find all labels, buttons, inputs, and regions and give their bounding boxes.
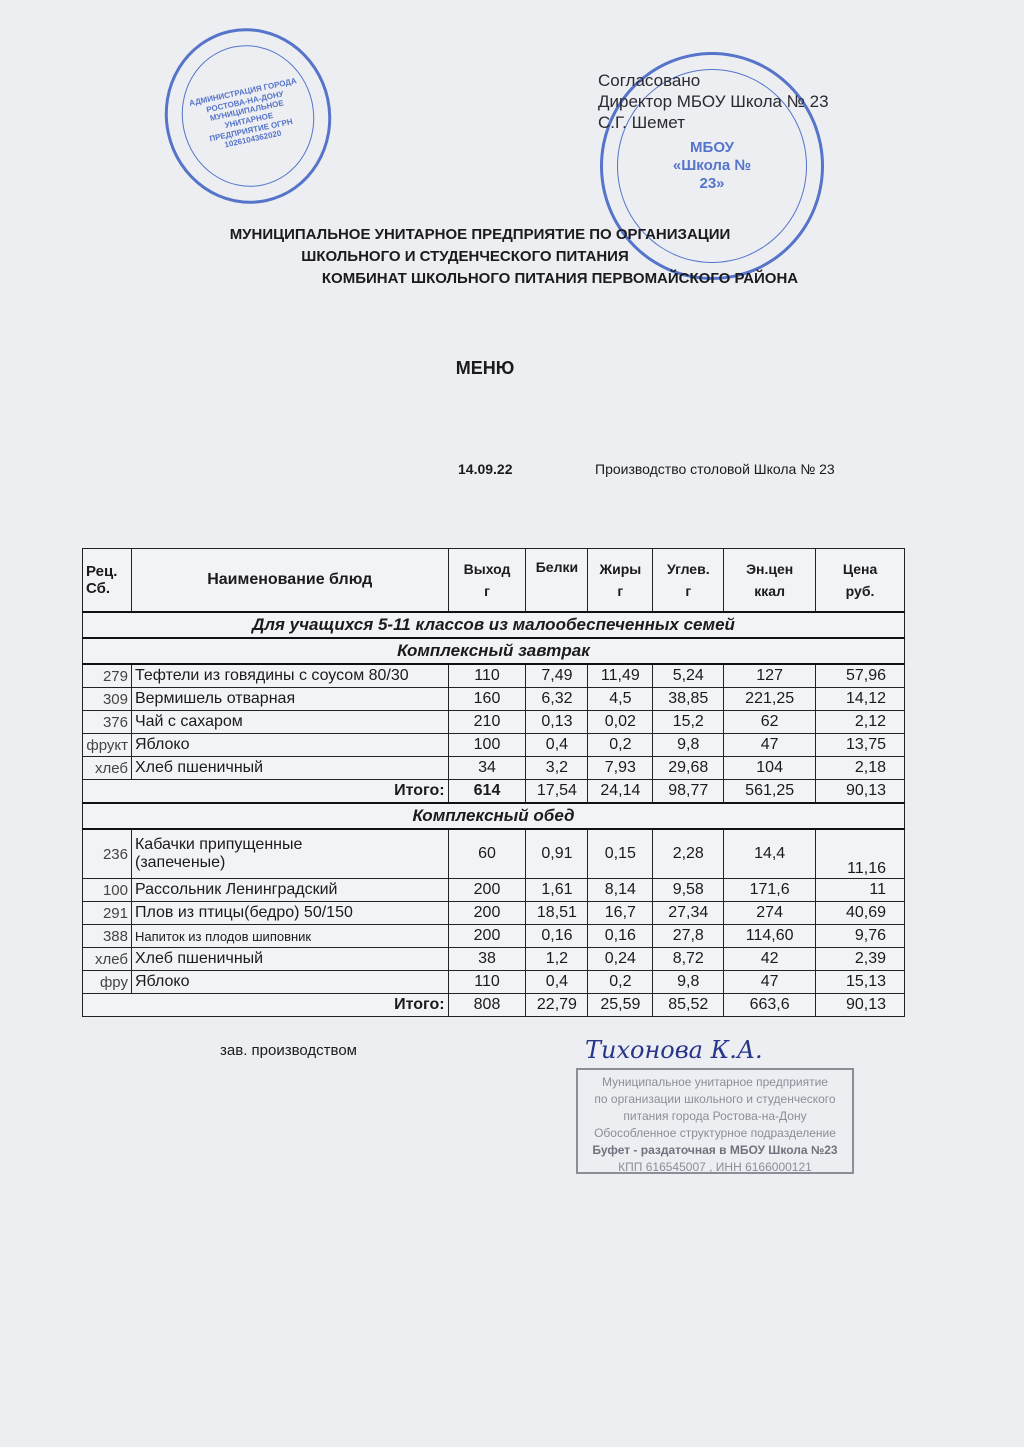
cell-carbs: 29,68: [653, 757, 724, 780]
production-label: Производство столовой Школа № 23: [595, 461, 835, 477]
total-label: Итого:: [83, 780, 449, 804]
approval-block: [598, 70, 829, 133]
stamp-line: Буфет - раздаточная в МБОУ Школа №23: [592, 1143, 838, 1157]
cell-yield: 200: [448, 879, 526, 902]
total-energy: 663,6: [724, 994, 816, 1017]
cell-energy: 47: [724, 734, 816, 757]
cell-carbs: 9,58: [653, 879, 724, 902]
cell-fat: 4,5: [588, 688, 653, 711]
table-row: [83, 829, 905, 879]
cell-yield: 60: [448, 829, 526, 879]
cell-yield: 34: [448, 757, 526, 780]
cell-fat: 0,2: [588, 734, 653, 757]
cell-fat: 11,49: [588, 664, 653, 688]
col-protein: Белки: [526, 549, 588, 613]
cell-energy: 47: [724, 971, 816, 994]
cell-fat: 0,24: [588, 948, 653, 971]
total-row: [83, 994, 905, 1017]
dish-name: Вермишель отварная: [131, 688, 448, 711]
cell-yield: 110: [448, 664, 526, 688]
total-price: 90,13: [816, 994, 905, 1017]
col-fat: Жиры г: [588, 549, 653, 613]
table-row: [83, 948, 905, 971]
org-line2: ШКОЛЬНОГО И СТУДЕНЧЕСКОГО ПИТАНИЯ: [301, 248, 629, 265]
cell-carbs: 27,8: [653, 925, 724, 948]
table-row: [83, 711, 905, 734]
table-row: [83, 925, 905, 948]
cell-protein: 0,16: [526, 925, 588, 948]
cell-protein: 0,13: [526, 711, 588, 734]
total-fat: 24,14: [588, 780, 653, 804]
col-yield: Выход г: [448, 549, 526, 613]
cell-fat: 8,14: [588, 879, 653, 902]
dish-name: Яблоко: [131, 734, 448, 757]
cell-energy: 114,60: [724, 925, 816, 948]
cell-carbs: 5,24: [653, 664, 724, 688]
total-yield: 614: [448, 780, 526, 804]
total-protein: 17,54: [526, 780, 588, 804]
table-row: [83, 971, 905, 994]
total-energy: 561,25: [724, 780, 816, 804]
stamp-line: КПП 616545007 , ИНН 6166000121: [618, 1160, 812, 1174]
cell-energy: 221,25: [724, 688, 816, 711]
approval-line2: Директор МБОУ Школа № 23: [598, 92, 829, 111]
dish-name: Яблоко: [131, 971, 448, 994]
cell-fat: 0,16: [588, 925, 653, 948]
cell-protein: 3,2: [526, 757, 588, 780]
total-protein: 22,79: [526, 994, 588, 1017]
approval-line3: С.Г. Шемет: [598, 113, 685, 132]
recipe-code: 376: [83, 711, 132, 734]
page-title: МЕНЮ: [455, 358, 515, 378]
approval-line1: Согласовано: [598, 71, 701, 90]
cell-price: 40,69: [816, 902, 905, 925]
col-carbs: Углев. г: [653, 549, 724, 613]
cell-energy: 62: [724, 711, 816, 734]
recipe-code: 388: [83, 925, 132, 948]
org-line3: КОМБИНАТ ШКОЛЬНОГО ПИТАНИЯ ПЕРВОМАЙСКОГО РАЙОНА: [321, 270, 799, 287]
section-row: [83, 638, 905, 664]
cell-price: 9,76: [816, 925, 905, 948]
stamp-line: питания города Ростова-на-Дону: [623, 1109, 807, 1123]
stamp-left-text: АДМИНИСТРАЦИЯ ГОРОДА РОСТОВА-НА-ДОНУ МУНИЦИПАЛЬНОЕ УНИТАРНОЕ ПРЕДПРИЯТИЕ ОГРН 1026104362020: [188, 76, 298, 150]
recipe-code: 291: [83, 902, 132, 925]
table-row: [83, 688, 905, 711]
dish-name: Тефтели из говядины с соусом 80/30: [131, 664, 448, 688]
round-stamp-left: [149, 13, 348, 220]
recipe-code: 100: [83, 879, 132, 902]
cell-yield: 100: [448, 734, 526, 757]
cell-protein: 6,32: [526, 688, 588, 711]
table-row: [83, 734, 905, 757]
cell-protein: 0,4: [526, 734, 588, 757]
cell-fat: 16,7: [588, 902, 653, 925]
recipe-code: хлеб: [83, 757, 132, 780]
cell-protein: 1,2: [526, 948, 588, 971]
cell-carbs: 27,34: [653, 902, 724, 925]
stamp-line: по организации школьного и студенческого: [594, 1092, 836, 1106]
total-carbs: 98,77: [653, 780, 724, 804]
cell-carbs: 2,28: [653, 829, 724, 879]
total-row: [83, 780, 905, 804]
cell-protein: 7,49: [526, 664, 588, 688]
col-energy: Эн.цен ккал: [724, 549, 816, 613]
cell-fat: 0,15: [588, 829, 653, 879]
stamp-right-text: МБОУ «Школа № 23»: [672, 139, 752, 192]
org-line1: МУНИЦИПАЛЬНОЕ УНИТАРНОЕ ПРЕДПРИЯТИЕ ПО ОРГАНИЗАЦИИ: [229, 226, 731, 243]
cell-energy: 14,4: [724, 829, 816, 879]
dish-name: Рассольник Ленинградский: [131, 879, 448, 902]
total-fat: 25,59: [588, 994, 653, 1017]
signature-label: зав. производством: [220, 1042, 357, 1059]
table-header-row: [83, 549, 905, 613]
col-name: Наименование блюд: [131, 549, 448, 613]
cell-price: 15,13: [816, 971, 905, 994]
dish-name: Напиток из плодов шиповник: [131, 925, 448, 948]
recipe-code: 236: [83, 829, 132, 879]
cell-yield: 200: [448, 925, 526, 948]
cell-protein: 0,91: [526, 829, 588, 879]
cell-price: 2,12: [816, 711, 905, 734]
cell-protein: 0,4: [526, 971, 588, 994]
col-price: Цена руб.: [816, 549, 905, 613]
table-row: [83, 757, 905, 780]
cell-carbs: 8,72: [653, 948, 724, 971]
organization-header: [160, 224, 800, 290]
recipe-code: хлеб: [83, 948, 132, 971]
table-row: [83, 664, 905, 688]
cell-yield: 160: [448, 688, 526, 711]
menu-date: 14.09.22: [458, 461, 513, 477]
col-code: Рец. Сб.: [83, 549, 132, 613]
cell-yield: 210: [448, 711, 526, 734]
recipe-code: 279: [83, 664, 132, 688]
total-yield: 808: [448, 994, 526, 1017]
cell-carbs: 9,8: [653, 734, 724, 757]
stamp-line: Обособленное структурное подразделение: [594, 1126, 836, 1140]
cell-energy: 104: [724, 757, 816, 780]
recipe-code: фру: [83, 971, 132, 994]
cell-yield: 110: [448, 971, 526, 994]
cell-protein: 1,61: [526, 879, 588, 902]
cell-price: 2,18: [816, 757, 905, 780]
cell-carbs: 15,2: [653, 711, 724, 734]
recipe-code: фрукт: [83, 734, 132, 757]
table-row: [83, 879, 905, 902]
section-title: Комплексный обед: [83, 803, 905, 829]
cell-carbs: 9,8: [653, 971, 724, 994]
section-title: Комплексный завтрак: [83, 638, 905, 664]
total-label: Итого:: [83, 994, 449, 1017]
department-stamp: [576, 1068, 854, 1174]
dish-name: Чай с сахаром: [131, 711, 448, 734]
handwritten-signature: Тихонова К.А.: [585, 1036, 763, 1064]
dish-name: Кабачки припущенные (запеченые): [131, 829, 448, 879]
cell-yield: 200: [448, 902, 526, 925]
cell-energy: 42: [724, 948, 816, 971]
cell-fat: 7,93: [588, 757, 653, 780]
cell-price: 57,96: [816, 664, 905, 688]
section-row: [83, 803, 905, 829]
dish-name: Плов из птицы(бедро) 50/150: [131, 902, 448, 925]
cell-carbs: 38,85: [653, 688, 724, 711]
recipe-code: 309: [83, 688, 132, 711]
group-title-row: [83, 612, 905, 638]
cell-fat: 0,02: [588, 711, 653, 734]
stamp-line: Муниципальное унитарное предприятие: [602, 1075, 828, 1089]
group-title: Для учащихся 5-11 классов из малообеспеченных семей: [83, 612, 905, 638]
cell-price: 13,75: [816, 734, 905, 757]
cell-energy: 171,6: [724, 879, 816, 902]
total-price: 90,13: [816, 780, 905, 804]
dish-name: Хлеб пшеничный: [131, 948, 448, 971]
cell-fat: 0,2: [588, 971, 653, 994]
cell-energy: 127: [724, 664, 816, 688]
cell-price: 11: [816, 879, 905, 902]
cell-price: 14,12: [816, 688, 905, 711]
total-carbs: 85,52: [653, 994, 724, 1017]
cell-energy: 274: [724, 902, 816, 925]
table-row: [83, 902, 905, 925]
cell-protein: 18,51: [526, 902, 588, 925]
dish-name: Хлеб пшеничный: [131, 757, 448, 780]
menu-table: [82, 548, 905, 1017]
cell-price: 2,39: [816, 948, 905, 971]
cell-price: 11,16: [816, 829, 905, 879]
cell-yield: 38: [448, 948, 526, 971]
